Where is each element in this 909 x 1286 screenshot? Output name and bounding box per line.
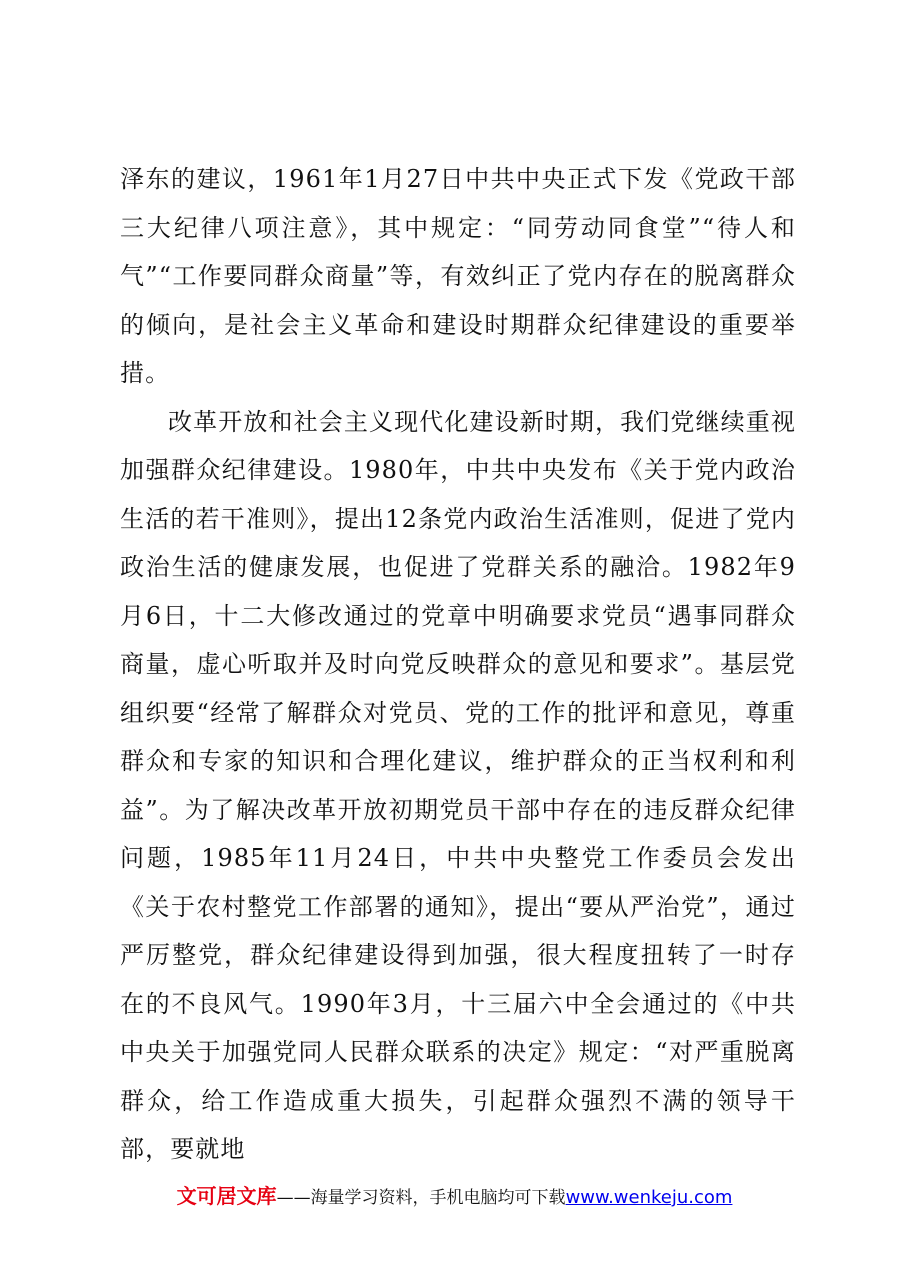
footer-brand: 文可居文库 — [176, 1184, 277, 1208]
footer-tagline: ——海量学习资料，手机电脑均可下载 — [276, 1188, 566, 1208]
paragraph-reform-era: 改革开放和社会主义现代化建设新时期，我们党继续重视加强群众纪律建设。1980年，中共中央发布《关于党内政治生活的若干准则》，提出12条党内政治生活准则，促进了党内政治生活的健康发展，也促进了党群关系的融洽。1982年9月6日，十二大修改通过的党章中明确要求党员“遇事同群众商量，虚心听取并及时向党反映群众的意见和要求”。基层党组织要“经常了解群众对党员、党的工作的批评和意见，尊重群众和专家的知识和合理化建议，维护群众的正当权利和利益”。为了解决改革开放初期党员干部中存在的违反群众纪律问题，1985年11月24日，中共中央整党工作委员会发出《关于农村整党工作部署的通知》，提出“要从严治党”，通过严厉整党，群众纪律建设得到加强，很大程度扭转了一时存在的不良风气。1990年3月，十三届六中全会通过的《中共中央关于加强党同人民群众联系的决定》规定：“对严重脱离群众，给工作造成重大损失，引起群众强烈不满的领导干部，要就地 — [120, 407, 796, 1163]
footer-url-link[interactable]: www.wenkeju.com — [565, 1187, 733, 1208]
footer-banner — [0, 1180, 909, 1209]
paragraph-continued: 泽东的建议，1961年1月27日中共中央正式下发《党政干部三大纪律八项注意》，其中规定：“同劳动同食堂”“待人和气”“工作要同群众商量”等，有效纠正了党内存在的脱离群众的倾向，是社会主义革命和建设时期群众纪律建设的重要举措。 — [120, 165, 796, 387]
document-body — [120, 155, 796, 1174]
